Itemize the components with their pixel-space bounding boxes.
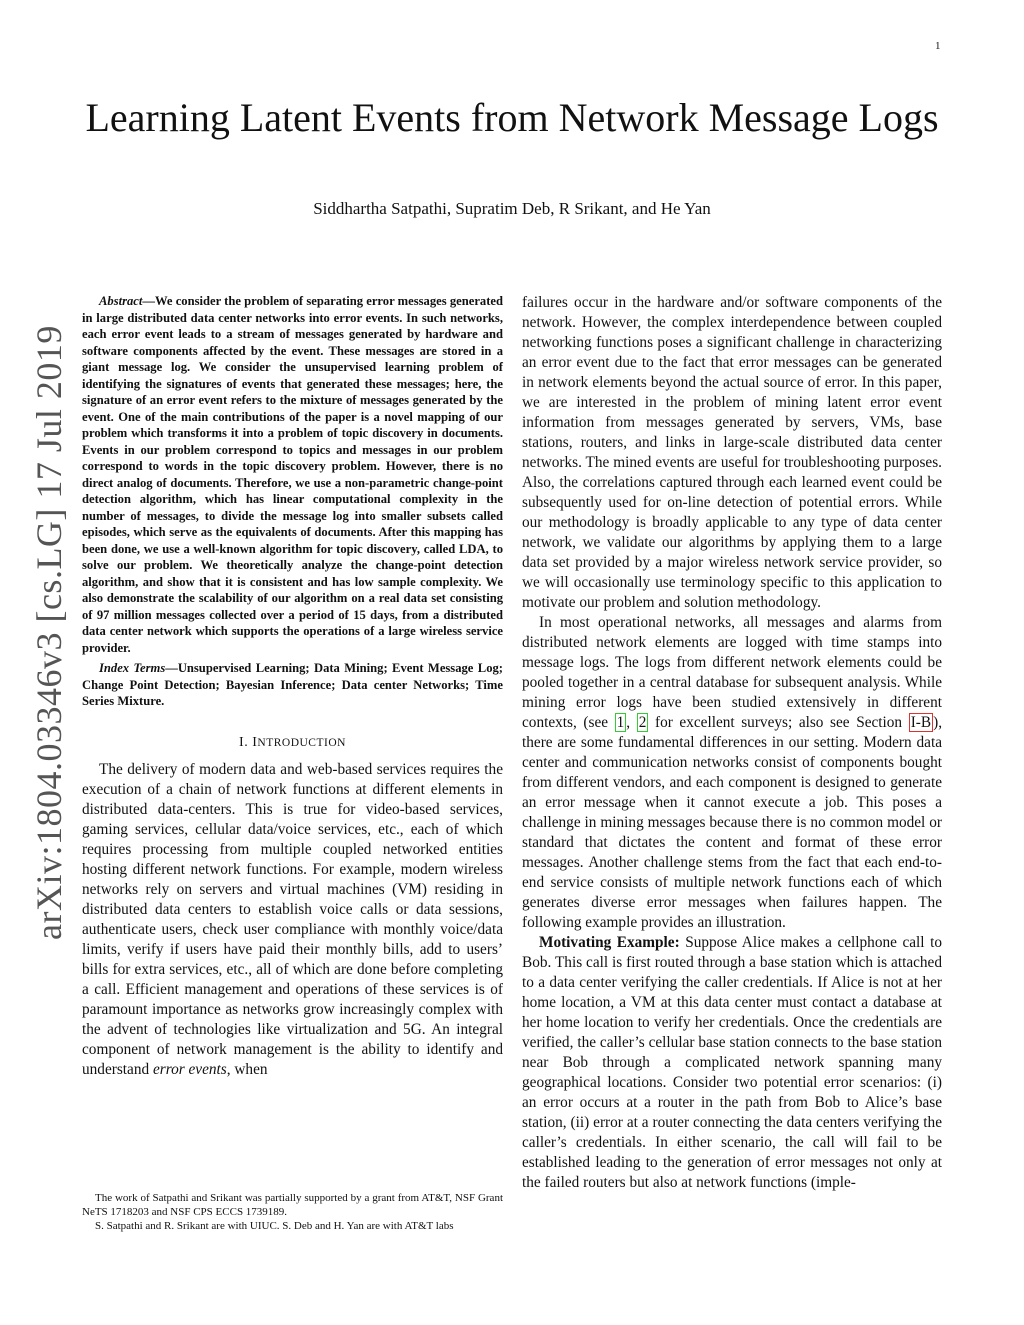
section-title-initial: I <box>252 734 258 750</box>
intro-text-after: , when <box>226 1060 268 1078</box>
right-paragraph-2 <box>522 613 942 933</box>
right-p2-text-d: ), there are some fundamental differences in our setting. Modern data center and communication networks consist of components bought from different vendors, and each component is designed to generate an error message when it cannot execute a job. This poses a challenge in mining messages because there is no common model or standard that dictates the content and format of these error messages. Another challenge stems from the fact that each end-to-end service consists of multiple network functions each of which generates diverse error messages when failures happen. The following example provides an illustration. <box>522 714 943 931</box>
intro-emphasis: error events <box>152 1060 227 1078</box>
section-number: I. <box>239 734 253 750</box>
paper-title: Learning Latent Events from Network Message Logs <box>85 95 939 140</box>
motivating-example-text: Suppose Alice makes a cellphone call to Bob. This call is first routed through a base station which is attached to a data center verifying the caller credentials. If Alice is not at her home location, a VM at this data center must contact a database at her home location to verify her credentials. Once the credentials are verified, the caller’s cellular base station connects to the base station near Bob through a complicated network spanning many geographical locations. Consider two potential error scenarios: (i) an error occurs at a router in the path from Bob to Alice’s base station, (ii) error at a router connecting the data centers verifying the caller’s credentials. In either scenario, the call will fail to be established leading to the generation of error messages not only at the failed routers but also at network functions (imple- <box>522 934 943 1191</box>
right-p2-text-c: for excellent surveys; also see Section <box>648 714 909 731</box>
index-terms <box>82 660 503 710</box>
footnote-funding: The work of Satpathi and Srikant was partially supported by a grant from AT&T, NSF Grant NeTS 1718203 and NSF CPS ECCS 1739189. <box>82 1192 503 1218</box>
section-title-rest: NTRODUCTION <box>257 736 346 749</box>
abstract-text: We consider the problem of separating error messages generated in large distributed data center networks into error events. In such networks, each error event leads to a stream of messages generated by hardware and software components affected by the event. These messages are stored in a giant message log. We consider the unsupervised learning problem of identifying the signatures of events that generated these messages; here, the signature of an error event refers to the mixture of messages generated by the event. One of the main contributions of the paper is a novel mapping of our problem which transforms it into a problem of topic discovery in documents. Events in our problem correspond to topics and messages in our problem correspond to words in the topic discovery problem. However, there is no direct analog of documents. Therefore, we use a non-parametric change-point detection algorithm, which has linear computational complexity in the number of messages, to divide the message log into smaller subsets called episodes, which serve as the equivalents of documents. After this mapping has been done, we use a well-known algorithm for topic discovery, called LDA, to solve our problem. We theoretically analyze the change-point detection algorithm, and show that it is consistent and has low sample complexity. We also demonstrate the scalability of our algorithm on a real data set consisting of 97 million messages collected over a period of 15 days, from a distributed data center network which supports the operations of a large wireless service provider. <box>82 294 503 655</box>
citation-link-1[interactable]: 1 <box>616 714 625 731</box>
footnotes <box>82 1191 503 1233</box>
index-terms-text: Unsupervised Learning; Data Mining; Event Message Log; Change Point Detection; Bayesian Inference; Data center Networks; Time Series Mixture. <box>82 661 503 708</box>
right-column <box>522 293 942 1193</box>
right-paragraph-3 <box>522 933 942 1193</box>
arxiv-stamp: arXiv:1804.03346v3 [cs.LG] 17 Jul 2019 <box>29 325 69 940</box>
abstract-dash: — <box>142 294 155 308</box>
footnote-affiliations: S. Satpathi and R. Srikant are with UIUC. S. Deb and H. Yan are with AT&T labs <box>95 1220 454 1232</box>
intro-text-before: The delivery of modern data and web-based services requires the execution of a chain of network functions at different elements in distributed data-centers. This is true for video-based services, gaming services, cellular data/voice services, etc., each of which requires processing from multiple coupled networked entities hosting different network functions. For example, modern wireless networks rely on servers and virtual machines (VM) residing in distributed data centers to establish voice calls or data sessions, authenticate users, check user compliance with monthly voice/data limits, verify if users have paid their monthly bills, add to users’ bills for extra services, etc., all of which are done before completing a call. Efficient management and operations of these services is of paramount importance as networks grow increasingly complex with the advent of technologies like virtualization and 5G. An integral component of network management is the ability to identify and understand <box>82 760 503 1078</box>
author-list: Siddhartha Satpathi, Supratim Deb, R Srikant, and He Yan <box>313 199 711 218</box>
abstract <box>82 293 503 656</box>
motivating-example-label: Motivating Example: <box>539 934 680 951</box>
index-terms-dash: — <box>165 661 178 675</box>
citation-link-2[interactable]: 2 <box>638 714 647 731</box>
section-link-i-b[interactable]: I-B <box>910 714 932 731</box>
section-heading-introduction <box>82 735 503 751</box>
right-paragraph-1: failures occur in the hardware and/or software components of the network. However, the complex interdependence between coupled networking functions poses a significant challenge in characterizing an error event due to the fact that error messages can be generated in network elements beyond the actual source of error. In this paper, we are interested in the problem of mining latent error event information from messages generated by servers, VMs, base stations, routers, and links in large-scale distributed data center networks. The mined events are useful for troubleshooting purposes. Also, the correlations captured through each learned event could be subsequently used for on-line detection of potential errors. While our methodology is broadly applicable to any type of data center network, we validate our algorithms by applying them to a large data set provided by a major wireless network service provider, so we will occasionally use terminology specific to this application to motivate our problem and solution methodology. <box>522 294 942 611</box>
left-column <box>82 293 503 1080</box>
right-p2-text-b: , <box>626 714 637 731</box>
right-p2-text-a: In most operational networks, all messages and alarms from distributed network elements are logged with time stamps into message logs. The logs from different network elements could be pooled together in a central database for subsequent analysis. While mining error logs have been studied extensively in different contexts, (see <box>522 614 942 731</box>
abstract-label: Abstract <box>99 294 143 308</box>
introduction-paragraph <box>82 760 503 1080</box>
index-terms-label: Index Terms <box>99 661 166 675</box>
page-number: 1 <box>935 40 941 52</box>
